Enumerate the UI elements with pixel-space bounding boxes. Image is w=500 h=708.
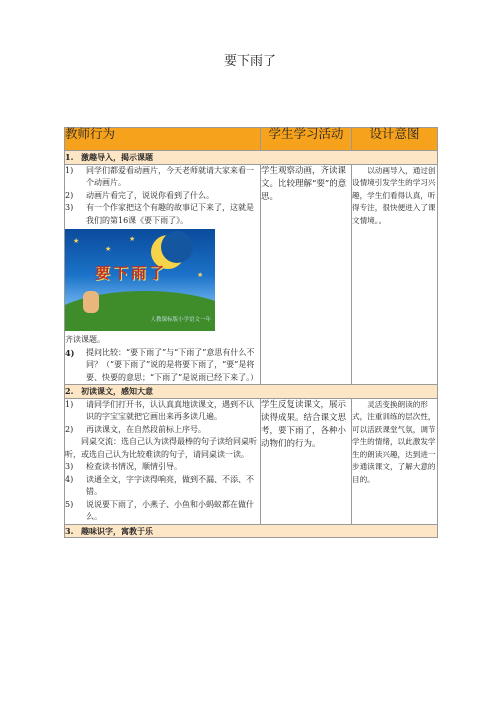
- section-row-2: [65, 385, 438, 399]
- list-item: 1) 请同学们打开书，认认真真地读课文，遇到不认识的字宝宝就把它画出来再多读几遍。: [65, 399, 254, 421]
- student-cell: 学生反复读课文，展示读得成果。结合课文思考，要下雨了，各种小动物们的行为。: [261, 398, 352, 524]
- list-item: 4) 读通全文，字字读得响亮，做到不漏、不添、不错。: [65, 474, 254, 496]
- star-icon: ★: [197, 271, 204, 279]
- header-teacher: 教师行为: [65, 128, 261, 151]
- section-title: 趣味识字，寓教于乐: [81, 525, 153, 536]
- lesson-plan-table: [64, 127, 438, 538]
- teacher-cell: [65, 398, 261, 524]
- section-number: 1.: [65, 152, 74, 162]
- lesson-cartoon-image: [65, 229, 215, 331]
- section-row-3: [65, 524, 438, 538]
- list-item: 2) 动画片看完了，说说你看到了什么。: [65, 190, 214, 200]
- star-icon: ★: [105, 245, 112, 253]
- image-title: 要下雨了: [95, 264, 168, 282]
- section-number: 3.: [65, 525, 74, 536]
- list-item: 4) 提问比较：“要下雨了”与“下雨了”意思有什么不同？（“要下雨了”说的是将要下雨了，“要”是将要、快要的意思；“下雨了”是说雨已经下来了。）: [65, 347, 259, 382]
- header-student: 学生学习活动: [261, 128, 352, 151]
- list-item: 2) 再读课文，在自然段前标上序号。: [65, 424, 206, 434]
- page-title: 要下雨了: [223, 54, 276, 69]
- read-title-text: 齐读课题。: [65, 335, 105, 344]
- list-item: 5) 说说要下雨了，小燕子、小鱼和小蚂蚁都在做什么。: [65, 499, 254, 521]
- table-header-row: [65, 128, 438, 151]
- design-cell: 灵活变换朗读的形式，注重训练的层次性，可以活跃课堂气氛，调节学生的情绪，以此激发学生的朗读兴趣，达到进一步通读课文，了解大意的目的。: [352, 398, 438, 524]
- content-row-2: [65, 398, 438, 524]
- list-item: 3) 检查读书情况，顺情引导。: [65, 462, 182, 471]
- star-icon: ★: [129, 235, 136, 243]
- image-caption: 人教课标版小学语文一年: [150, 316, 211, 323]
- content-row-1: [65, 164, 438, 385]
- section-title: 初读课文，感知大意: [81, 386, 153, 396]
- star-icon: ★: [73, 237, 80, 245]
- child-figure: [83, 291, 99, 313]
- section-row-1: [65, 151, 438, 165]
- section-number: 2.: [65, 386, 74, 396]
- list-item: 1) 同学们都爱看动画片，今天老师就请大家来看一个动画片。: [65, 165, 254, 187]
- student-cell: 学生观察动画，齐读课文。比较理解“要”的意思。: [261, 164, 352, 385]
- paragraph-text: 同桌交流：选自己认为读得最棒的句子读给同桌听听，或选自己认为比较难读的句子，请同桌读一读。: [65, 437, 257, 459]
- design-cell: 以动画导入，通过创设情境引发学生的学习兴趣，学生们看得认真，听得专注，很快便进入了课文情境。。: [352, 164, 438, 385]
- list-item: 3) 有一个作家把这个有趣的故事记下来了，这就是我们的第16课《要下雨了》。: [65, 203, 254, 225]
- teacher-cell: [65, 164, 261, 385]
- section-title: 激趣导入，揭示课题: [81, 152, 153, 162]
- header-design: 设计意图: [352, 128, 438, 151]
